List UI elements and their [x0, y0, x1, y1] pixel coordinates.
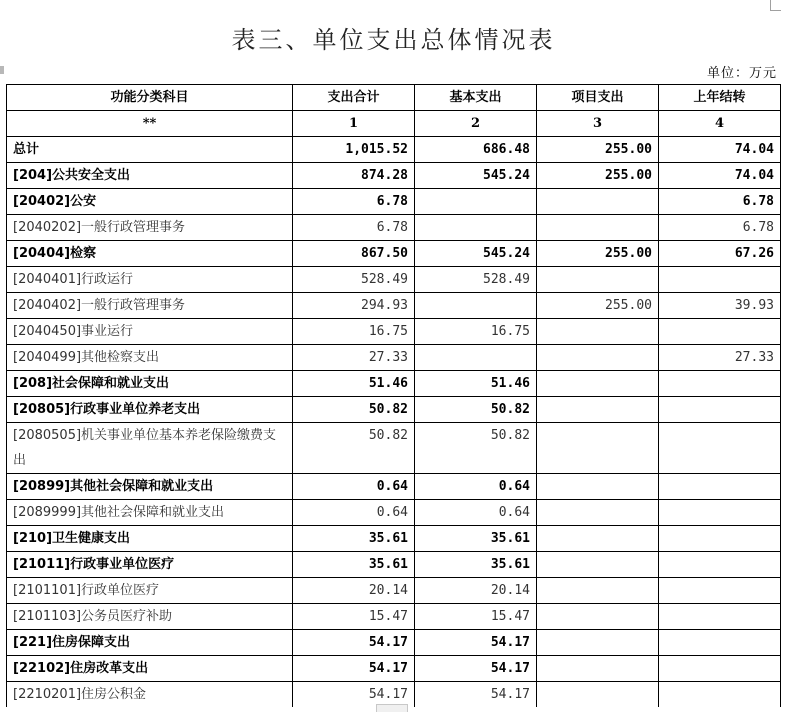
basic-cell: 54.17: [415, 656, 537, 682]
header-category: 功能分类科目: [7, 85, 293, 111]
project-cell: [537, 345, 659, 371]
total-cell: 50.82: [293, 397, 415, 423]
document-title: 表三、单位支出总体情况表: [231, 26, 556, 54]
total-cell: 54.17: [293, 630, 415, 656]
total-cell: 874.28: [293, 163, 415, 189]
project-cell: [537, 682, 659, 708]
table-row: [7, 630, 781, 656]
carryover-cell: [659, 578, 781, 604]
project-cell: [537, 656, 659, 682]
project-cell: [537, 526, 659, 552]
carryover-cell: 39.93: [659, 293, 781, 319]
table-row: [7, 267, 781, 293]
index-total: 1: [293, 111, 415, 137]
total-cell: 0.64: [293, 474, 415, 500]
category-cell: [20402]公安: [7, 189, 293, 215]
table-row: [7, 423, 781, 474]
project-cell: [537, 474, 659, 500]
expenditure-table: [6, 84, 781, 707]
carryover-cell: [659, 371, 781, 397]
carryover-cell: 74.04: [659, 137, 781, 163]
header-total: 支出合计: [293, 85, 415, 111]
table-row: [7, 137, 781, 163]
carryover-cell: [659, 604, 781, 630]
category-cell: [204]公共安全支出: [7, 163, 293, 189]
total-cell: 15.47: [293, 604, 415, 630]
basic-cell: 686.48: [415, 137, 537, 163]
header-carryover: 上年结转: [659, 85, 781, 111]
table-row: [7, 500, 781, 526]
project-cell: 255.00: [537, 163, 659, 189]
carryover-cell: [659, 423, 781, 474]
category-cell: [20899]其他社会保障和就业支出: [7, 474, 293, 500]
page-corner-mark: [770, 0, 781, 11]
carryover-cell: [659, 526, 781, 552]
total-cell: 528.49: [293, 267, 415, 293]
total-cell: 6.78: [293, 215, 415, 241]
total-cell: 50.82: [293, 423, 415, 474]
index-row: [7, 111, 781, 137]
basic-cell: 545.24: [415, 163, 537, 189]
table-row: [7, 241, 781, 267]
total-cell: 0.64: [293, 500, 415, 526]
category-cell: [208]社会保障和就业支出: [7, 371, 293, 397]
header-project: 项目支出: [537, 85, 659, 111]
category-cell: [2080505]机关事业单位基本养老保险缴费支出: [7, 423, 293, 474]
category-cell: [2040401]行政运行: [7, 267, 293, 293]
project-cell: 255.00: [537, 241, 659, 267]
carryover-cell: [659, 682, 781, 708]
category-cell: [2040202]一般行政管理事务: [7, 215, 293, 241]
total-cell: 1,015.52: [293, 137, 415, 163]
category-cell: [2040499]其他检察支出: [7, 345, 293, 371]
index-project: 3: [537, 111, 659, 137]
index-carryover: 4: [659, 111, 781, 137]
table-row: [7, 552, 781, 578]
carryover-cell: [659, 267, 781, 293]
carryover-cell: [659, 656, 781, 682]
carryover-cell: 74.04: [659, 163, 781, 189]
project-cell: [537, 319, 659, 345]
basic-cell: 54.17: [415, 682, 537, 708]
basic-cell: 54.17: [415, 630, 537, 656]
project-cell: [537, 578, 659, 604]
table-row: [7, 526, 781, 552]
table-row: [7, 578, 781, 604]
basic-cell: 35.61: [415, 552, 537, 578]
carryover-cell: 27.33: [659, 345, 781, 371]
project-cell: [537, 604, 659, 630]
carryover-cell: [659, 397, 781, 423]
carryover-cell: [659, 552, 781, 578]
basic-cell: 51.46: [415, 371, 537, 397]
project-cell: [537, 630, 659, 656]
table-row: [7, 397, 781, 423]
basic-cell: 50.82: [415, 423, 537, 474]
category-cell: [2101101]行政单位医疗: [7, 578, 293, 604]
category-cell: [20404]检察: [7, 241, 293, 267]
total-cell: 27.33: [293, 345, 415, 371]
category-cell: 总计: [7, 137, 293, 163]
project-cell: [537, 267, 659, 293]
unit-label: 单位：万元: [706, 66, 777, 81]
project-cell: [537, 500, 659, 526]
project-cell: 255.00: [537, 293, 659, 319]
total-cell: 54.17: [293, 656, 415, 682]
table-row: [7, 293, 781, 319]
total-cell: 54.17: [293, 682, 415, 708]
total-cell: 51.46: [293, 371, 415, 397]
project-cell: [537, 189, 659, 215]
carryover-cell: [659, 500, 781, 526]
carryover-cell: [659, 630, 781, 656]
category-cell: [20805]行政事业单位养老支出: [7, 397, 293, 423]
table-row: [7, 604, 781, 630]
carryover-cell: [659, 474, 781, 500]
header-row: [7, 85, 781, 111]
index-category: **: [7, 111, 293, 137]
category-cell: [2101103]公务员医疗补助: [7, 604, 293, 630]
basic-cell: 20.14: [415, 578, 537, 604]
basic-cell: [415, 345, 537, 371]
project-cell: [537, 423, 659, 474]
basic-cell: 0.64: [415, 474, 537, 500]
total-cell: 16.75: [293, 319, 415, 345]
total-cell: 867.50: [293, 241, 415, 267]
category-cell: [21011]行政事业单位医疗: [7, 552, 293, 578]
project-cell: [537, 371, 659, 397]
table-row: [7, 474, 781, 500]
total-cell: 35.61: [293, 526, 415, 552]
project-cell: [537, 397, 659, 423]
basic-cell: 15.47: [415, 604, 537, 630]
category-cell: [2210201]住房公积金: [7, 682, 293, 708]
table-row: [7, 189, 781, 215]
total-cell: 35.61: [293, 552, 415, 578]
category-cell: [221]住房保障支出: [7, 630, 293, 656]
carryover-cell: [659, 319, 781, 345]
project-cell: 255.00: [537, 137, 659, 163]
table-row: [7, 319, 781, 345]
category-cell: [2040450]事业运行: [7, 319, 293, 345]
table-row: [7, 345, 781, 371]
basic-cell: 16.75: [415, 319, 537, 345]
header-basic: 基本支出: [415, 85, 537, 111]
basic-cell: 0.64: [415, 500, 537, 526]
total-cell: 6.78: [293, 189, 415, 215]
basic-cell: 528.49: [415, 267, 537, 293]
carryover-cell: 67.26: [659, 241, 781, 267]
project-cell: [537, 215, 659, 241]
carryover-cell: 6.78: [659, 189, 781, 215]
carryover-cell: 6.78: [659, 215, 781, 241]
basic-cell: [415, 215, 537, 241]
category-cell: [2040402]一般行政管理事务: [7, 293, 293, 319]
category-cell: [2089999]其他社会保障和就业支出: [7, 500, 293, 526]
table-row: [7, 215, 781, 241]
basic-cell: 35.61: [415, 526, 537, 552]
table-row: [7, 163, 781, 189]
basic-cell: 50.82: [415, 397, 537, 423]
project-cell: [537, 552, 659, 578]
index-basic: 2: [415, 111, 537, 137]
table-row: [7, 371, 781, 397]
ruler-edge-marker: [0, 66, 4, 74]
total-cell: 294.93: [293, 293, 415, 319]
category-cell: [22102]住房改革支出: [7, 656, 293, 682]
total-cell: 20.14: [293, 578, 415, 604]
category-cell: [210]卫生健康支出: [7, 526, 293, 552]
basic-cell: 545.24: [415, 241, 537, 267]
basic-cell: [415, 189, 537, 215]
basic-cell: [415, 293, 537, 319]
table-row: [7, 656, 781, 682]
table-body: [7, 137, 781, 708]
